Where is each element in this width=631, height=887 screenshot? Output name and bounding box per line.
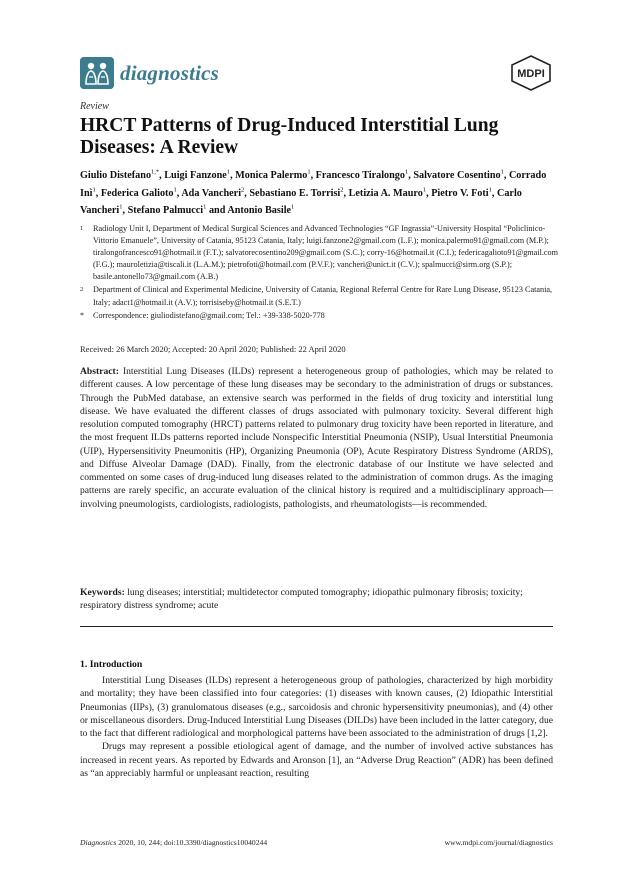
author-separator: , — [230, 170, 236, 181]
author-name: Antonio Basile — [227, 205, 292, 216]
publisher-name: MDPI — [517, 68, 545, 80]
journal-name: diagnostics — [120, 60, 220, 85]
affiliation-text: Department of Clinical and Experimental Medicine, University of Catania, Regional Referral Centre for Rare Lung Disease, 95123 Catania, Italy; adact1@hotmail.it (A.V.); torrisiseby@hotmail.it (S.E.T.) — [93, 285, 553, 307]
author-affiliation-mark: 1 — [422, 186, 427, 194]
author-separator: , — [310, 170, 316, 181]
article-title: HRCT Patterns of Drug-Induced Interstitial Lung Diseases: A Review — [80, 115, 499, 158]
author-affiliation-mark: 1 — [500, 168, 504, 176]
footer-journal: Diagnostics — [80, 838, 117, 847]
author-list — [80, 167, 555, 220]
footer-citation — [80, 838, 267, 847]
author-name: Francesco Tiralongo — [315, 170, 405, 181]
footer-url[interactable]: www.mdpi.com/journal/diagnostics — [444, 838, 553, 847]
author-separator: , — [159, 170, 165, 181]
author-affiliation-mark: 2 — [241, 186, 245, 194]
author-affiliation-mark: 1,* — [151, 168, 160, 176]
diagnostics-logo-icon — [80, 57, 114, 89]
author-name: Giulio Distefano — [80, 170, 152, 181]
author-name: Ada Vancheri — [181, 187, 242, 199]
section-heading: 1. Introduction — [80, 659, 143, 670]
author-affiliation-mark: 1 — [226, 168, 231, 176]
affiliation-mark: 2 — [80, 286, 84, 294]
keywords-text: lung diseases; interstitial; multidetector computed tomography; idiopathic pulmonary fibrosis; toxicity; respiratory distress syndrome; acute — [80, 587, 523, 612]
author-name: Corrado Inì — [80, 170, 547, 199]
author-affiliation-mark: 1 — [203, 203, 207, 211]
keywords — [80, 586, 553, 613]
author-affiliation-mark: 1 — [119, 203, 123, 211]
mdpi-logo[interactable] — [510, 55, 552, 91]
abstract — [80, 365, 553, 511]
author-separator: , — [408, 170, 414, 181]
author-affiliation-mark: 1 — [307, 168, 311, 176]
author-name: Federica Galioto — [100, 187, 174, 199]
journal-logo[interactable] — [80, 57, 219, 89]
body-paragraph: Drugs may represent a possible etiological agent of damage, and the number of involved active substances has increased in recent years. As reported by Edwards and Aronson [1], an “Adverse Drug Reaction” (ADR) has been defined as “an appreciably harmful or unpleasant reaction, resulting — [80, 741, 553, 780]
section-divider — [80, 626, 553, 627]
introduction-body — [80, 674, 553, 780]
author-affiliation-mark: 1 — [92, 186, 96, 194]
author-affiliation-mark: 1 — [291, 203, 295, 211]
author-affiliation-mark: 1 — [488, 186, 492, 194]
affiliation-item — [80, 223, 558, 283]
affiliations — [80, 223, 558, 323]
affiliation-mark: 1 — [80, 225, 84, 232]
affiliation-text: Radiology Unit I, Department of Medical Surgical Sciences and Advanced Technologies “GF Ingrassia”-University Hospital “Policlinico-Vittorio Emanuele”, University of Catania, 95123 Catania, Italy; luigi.fanzone2@gmail.com (L.F.); monica.palermo91@gmail.com (M.P.); tiralongofrancesco91@hotmail.it (F.T.); salvatorecosentino209@gmail.com (S.C.); corry-16@hotmail.it (C.I.); federicagalioto91@gmail.com (F.G.); mauroletizia@tiscali.it (L.A.M.); pietrofoti@hotmail.com (P.V.F.); vancheri@unict.it (C.V.); spalmucci@sirm.org (S.P.); basile.antonello73@gmail.com (A.B.) — [93, 224, 558, 282]
author-affiliation-mark: 2 — [340, 186, 344, 194]
author-name: Salvatore Cosentino — [413, 170, 501, 181]
author-name: Monica Palermo — [235, 170, 308, 181]
author-name: Carlo Vancheri — [80, 187, 522, 216]
author-separator: , — [244, 187, 250, 199]
author-separator: , — [176, 187, 182, 199]
author-separator: and — [206, 205, 228, 216]
author-separator: , — [95, 187, 101, 199]
author-name: Pietro V. Foti — [431, 187, 489, 199]
author-separator: , — [503, 170, 509, 181]
author-affiliation-mark: 1 — [173, 186, 177, 194]
affiliation-item — [80, 284, 558, 308]
author-affiliation-mark: 1 — [404, 168, 409, 176]
affiliation-text: Correspondence: giuliodistefano@gmail.com; Tel.: +39-338-5020-778 — [93, 310, 325, 320]
article-type: Review — [80, 101, 109, 112]
author-name: Stefano Palmucci — [127, 205, 204, 216]
author-name: Luigi Fanzone — [164, 170, 227, 181]
author-separator: , — [491, 187, 497, 199]
keywords-label: Keywords: — [80, 587, 125, 598]
abstract-label: Abstract: — [80, 366, 119, 377]
author-name: Letizia A. Mauro — [348, 187, 423, 199]
author-separator: , — [122, 205, 128, 216]
affiliation-item — [80, 310, 558, 322]
author-name: Sebastiano E. Torrisi — [249, 187, 341, 199]
publication-dates: Received: 26 March 2020; Accepted: 20 April 2020; Published: 22 April 2020 — [80, 344, 346, 354]
abstract-text: Interstitial Lung Diseases (ILDs) represent a heterogeneous group of pathologies, which may be related to different causes. A low percentage of these lung diseases may be secondary to the administration of drugs or substances. Through the PubMed database, an extensive search was performed in the fields of drug toxicity and interstitial lung disease. We have evaluated the different classes of drugs associated with pulmonary toxicity. Several different high resolution computed tomography (HRCT) patterns related to pulmonary drug toxicity have been reported in literature, and the most frequent ILDs patterns reported include Nonspecific Interstitial Pneumonia (NSIP), Usual Interstitial Pneumonia (UIP), Hypersensitivity Pneumonitis (HP), Organizing Pneumonia (OP), Acute Respiratory Distress Syndrome (ARDS), and Diffuse Alveolar Damage (DAD). Finally, from the electronic database of our Institute we have selected and commented on some cases of drug-induced lung diseases related to the administration of common drugs. As the imaging patterns are rarely specific, an accurate evaluation of the clinical history is required and a multidisciplinary approach—involving pneumologists, cardiologists, radiologists, pathologists, and rheumatologists—is recommended. — [80, 366, 553, 510]
author-separator: , — [426, 187, 432, 199]
footer-citation-rest: 2020, 10, 244; doi:10.3390/diagnostics10040244 — [116, 838, 268, 847]
author-separator: , — [343, 187, 349, 199]
body-paragraph: Interstitial Lung Diseases (ILDs) represent a heterogeneous group of pathologies, characterized by high morbidity and mortality; they have been classified into four categories: (1) diseases with known causes, (2) Idiopathic Interstitial Pneumonias (IIPs), (3) granulomatous diseases (e.g., sarcoidosis and chronic hypersensitivity pneumonias), and (4) other or miscellaneous disorders. Drug-Induced Interstitial Lung Diseases (DILDs) have been included in the latter category, due to the fact that different radiological and morphological patterns have been associated to the administration of drugs [1,2]. — [80, 675, 553, 740]
affiliation-mark: * — [80, 310, 85, 320]
